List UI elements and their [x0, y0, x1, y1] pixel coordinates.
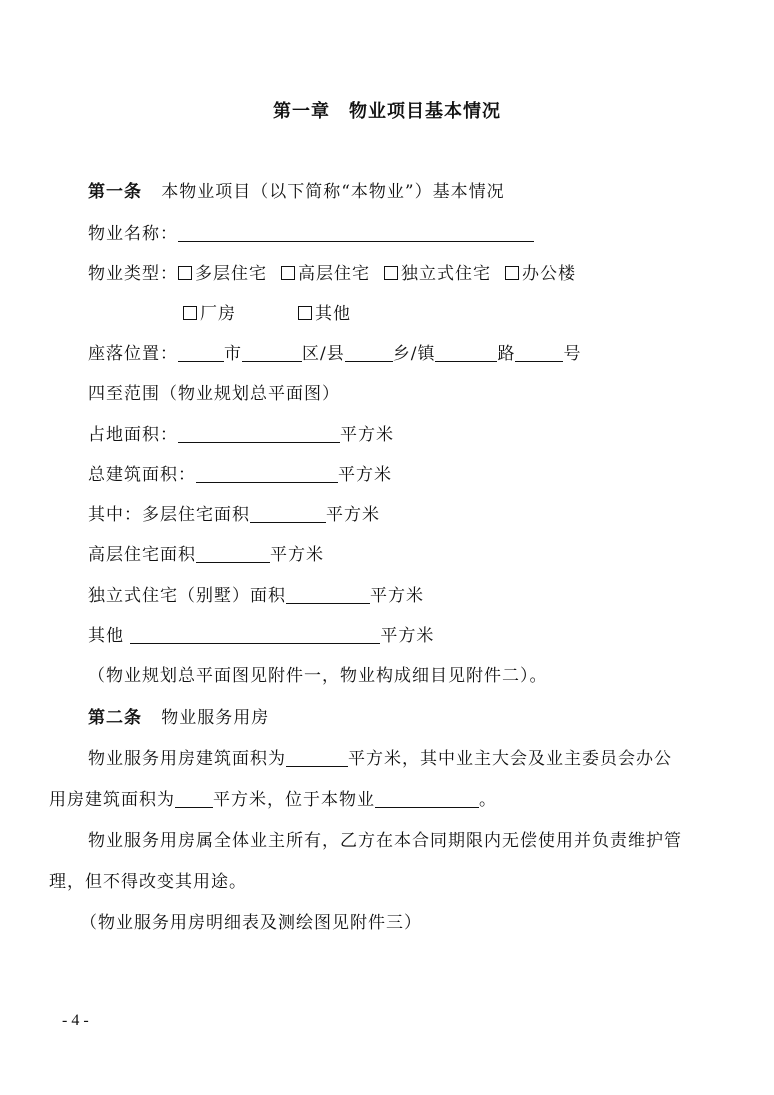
property-type-line: [88, 262, 576, 286]
city-blank[interactable]: [178, 343, 224, 362]
service-room-text: 平方米，其中业主大会及业主委员会办公: [348, 749, 672, 769]
service-room-line-2: [49, 788, 497, 812]
page-number: - 4 -: [62, 1012, 89, 1029]
land-area-line: [88, 423, 394, 447]
district-blank[interactable]: [242, 343, 302, 362]
checkbox-icon[interactable]: [298, 306, 312, 320]
service-room-line-1: [88, 747, 672, 771]
location-line: [88, 342, 581, 366]
build-area-line: [88, 463, 392, 487]
type-option-high[interactable]: 高层住宅: [281, 264, 370, 284]
location-blank[interactable]: [375, 789, 479, 808]
other-area-line: [88, 624, 434, 648]
unit-label: 平方米: [380, 626, 435, 646]
type-option-multi[interactable]: 多层住宅: [178, 264, 267, 284]
service-room-text: 平方米，位于本物业: [213, 790, 375, 810]
article-1-text: 本物业项目（以下简称“本物业”）基本情况: [161, 182, 505, 202]
town-blank[interactable]: [345, 343, 393, 362]
checkbox-icon[interactable]: [281, 266, 295, 280]
bounds-line: 四至范围（物业规划总平面图）: [88, 384, 340, 404]
service-room-text: 。: [479, 790, 497, 810]
land-area-label: 占地面积：: [88, 425, 178, 445]
service-room-area-blank[interactable]: [286, 748, 348, 767]
ownership-line-1: 物业服务用房属全体业主所有，乙方在本合同期限内无偿使用并负责维护管: [88, 831, 682, 851]
committee-room-area-blank[interactable]: [175, 789, 213, 808]
ownership-line-2: 理，但不得改变其用途。: [49, 872, 247, 892]
high-rise-area-blank[interactable]: [196, 544, 270, 563]
checkbox-icon[interactable]: [183, 306, 197, 320]
article-2-heading: 第二条: [88, 708, 142, 728]
article-1-heading: 第一条: [88, 182, 142, 202]
number-label: 号: [563, 344, 582, 364]
type-option-office[interactable]: 办公楼: [505, 264, 576, 284]
other-area-label: 其他: [88, 626, 124, 646]
checkbox-icon[interactable]: [505, 266, 519, 280]
high-rise-area-label: 高层住宅面积: [88, 545, 196, 565]
villa-area-blank[interactable]: [286, 585, 370, 604]
unit-label: 平方米: [270, 545, 324, 565]
article-1-note: （物业规划总平面图见附件一，物业构成细目见附件二）。: [88, 666, 548, 686]
build-area-blank[interactable]: [196, 464, 338, 483]
chapter-title: 第一章 物业项目基本情况: [273, 101, 501, 122]
land-area-blank[interactable]: [178, 424, 340, 443]
article-1-line: [88, 180, 505, 204]
unit-label: 平方米: [370, 586, 424, 606]
town-label: 乡/镇: [392, 344, 436, 364]
property-type-line-2: [183, 302, 351, 326]
unit-label: 平方米: [338, 465, 392, 485]
property-name-blank[interactable]: [178, 223, 534, 242]
unit-label: 平方米: [340, 425, 394, 445]
city-label: 市: [224, 344, 242, 364]
type-option-villa[interactable]: 独立式住宅: [384, 264, 491, 284]
multi-area-label: 其中：多层住宅面积: [88, 505, 250, 525]
district-label: 区/县: [302, 344, 345, 364]
type-option-factory[interactable]: 厂房: [183, 304, 236, 324]
article-2-line: [88, 706, 269, 730]
high-rise-area-line: [88, 543, 324, 567]
type-option-other[interactable]: 其他: [298, 304, 351, 324]
multi-area-blank[interactable]: [250, 504, 326, 523]
road-blank[interactable]: [435, 343, 497, 362]
property-name-line: [88, 222, 534, 246]
article-2-note: （物业服务用房明细表及测绘图见附件三）: [80, 913, 422, 933]
property-name-label: 物业名称：: [88, 224, 178, 244]
number-blank[interactable]: [515, 343, 563, 362]
unit-label: 平方米: [326, 505, 380, 525]
villa-area-label: 独立式住宅（别墅）面积: [88, 586, 286, 606]
service-room-text: 用房建筑面积为: [49, 790, 175, 810]
villa-area-line: [88, 584, 424, 608]
checkbox-icon[interactable]: [178, 266, 192, 280]
checkbox-icon[interactable]: [384, 266, 398, 280]
service-room-text: 物业服务用房建筑面积为: [88, 749, 286, 769]
other-area-blank[interactable]: [130, 625, 380, 644]
road-label: 路: [497, 344, 516, 364]
property-type-label: 物业类型：: [88, 264, 178, 284]
build-area-label: 总建筑面积：: [88, 465, 196, 485]
multi-area-line: [88, 503, 380, 527]
article-2-text: 物业服务用房: [161, 708, 270, 728]
location-label: 座落位置：: [88, 344, 178, 364]
